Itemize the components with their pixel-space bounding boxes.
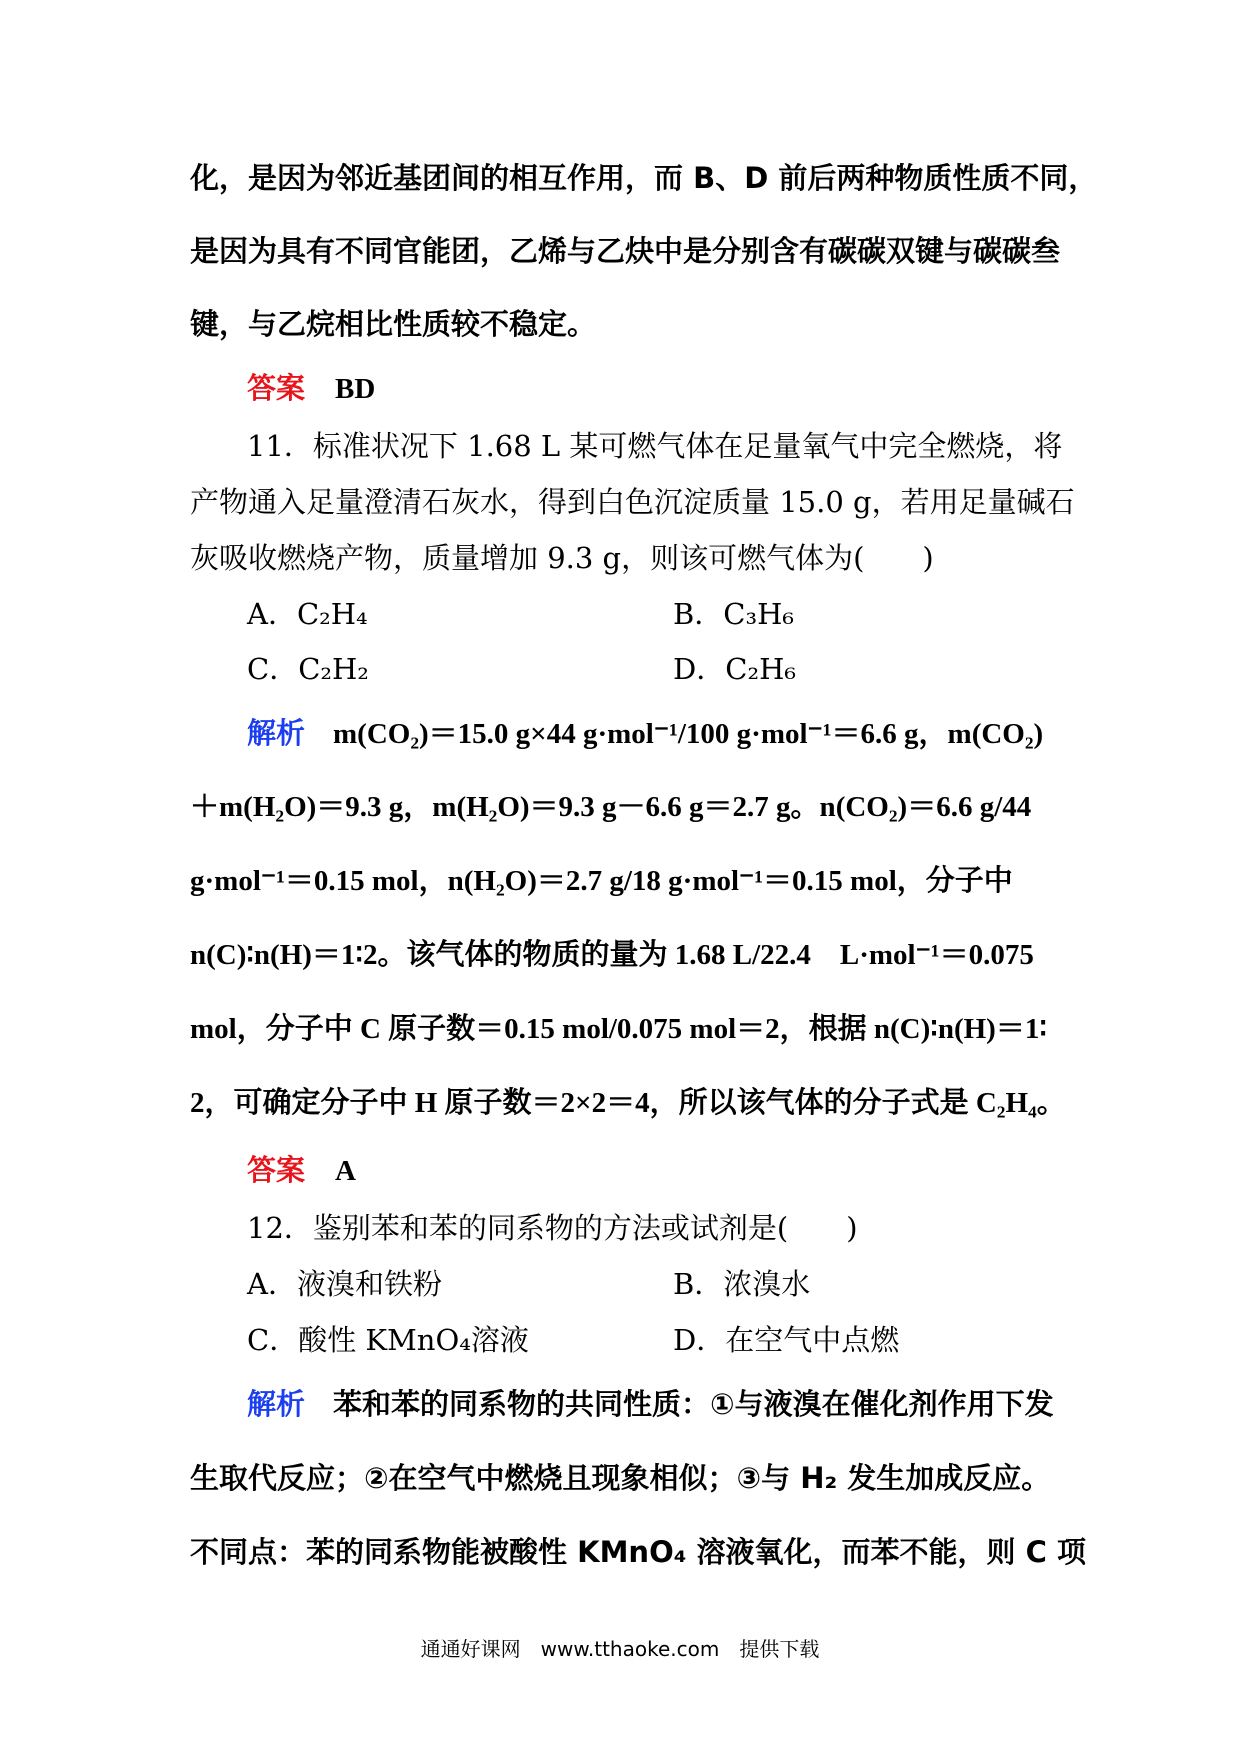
explanation-line: g·mol⁻¹＝0.15 mol，n(H₂O)＝2.7 g/18 g·mol⁻¹＝0.15 mol，分子中	[190, 865, 1013, 897]
option-b: B．浓溴水	[673, 1267, 811, 1301]
answer-label: 答案	[247, 1153, 306, 1187]
explanation-row	[247, 1384, 1054, 1424]
explanation-line: 化，是因为邻近基团间的相互作用，而 B、D 前后两种物质性质不同，	[190, 161, 1098, 195]
explanation-line: 2，可确定分子中 H 原子数＝2×2＝4，所以该气体的分子式是 C₂H₄。	[190, 1087, 1066, 1119]
answer-row	[247, 1150, 356, 1191]
option-b: B．C₃H₆	[673, 597, 795, 631]
answer-row	[247, 368, 375, 409]
option-a: A．C₂H₄	[247, 597, 368, 631]
question-stem: 灰吸收燃烧产物，质量增加 9.3 g，则该可燃气体为( )	[190, 541, 934, 575]
explanation-line: ＋m(H₂O)＝9.3 g，m(H₂O)＝9.3 g－6.6 g＝2.7 g。n(CO₂)＝6.6 g/44	[190, 791, 1032, 823]
answer-value: BD	[335, 373, 376, 405]
explanation-label: 解析	[247, 1387, 306, 1421]
option-a: A．液溴和铁粉	[247, 1267, 442, 1301]
option-d: D．C₂H₆	[673, 652, 796, 686]
explanation-line: n(C)∶n(H)＝1∶2。该气体的物质的量为 1.68 L/22.4 L·mol⁻¹＝0.075	[190, 939, 1034, 971]
option-c: C．C₂H₂	[247, 652, 369, 686]
explanation-row	[247, 713, 1043, 754]
answer-value: A	[335, 1155, 356, 1187]
explanation-line: m(CO₂)＝15.0 g×44 g·mol⁻¹/100 g·mol⁻¹＝6.6 g，m(CO₂)	[333, 718, 1044, 750]
explanation-line: 生取代反应；②在空气中燃烧且现象相似；③与 H₂ 发生加成反应。	[190, 1461, 1051, 1495]
question-stem: 11．标准状况下 1.68 L 某可燃气体在足量氧气中完全燃烧，将	[247, 429, 1063, 463]
answer-label: 答案	[247, 371, 306, 405]
explanation-line: mol，分子中 C 原子数＝0.15 mol/0.075 mol＝2，根据 n(C)∶n(H)＝1∶	[190, 1013, 1047, 1045]
question-stem: 12．鉴别苯和苯的同系物的方法或试剂是( )	[247, 1211, 858, 1245]
explanation-line: 键，与乙烷相比性质较不稳定。	[190, 307, 597, 341]
option-d: D．在空气中点燃	[673, 1323, 900, 1357]
explanation-label: 解析	[247, 716, 306, 750]
explanation-line: 苯和苯的同系物的共同性质：①与液溴在催化剂作用下发	[333, 1387, 1054, 1421]
explanation-line: 不同点：苯的同系物能被酸性 KMnO₄ 溶液氧化，而苯不能，则 C 项	[190, 1535, 1086, 1569]
option-c: C．酸性 KMnO₄溶液	[247, 1323, 529, 1357]
explanation-line: 是因为具有不同官能团，乙烯与乙炔中是分别含有碳碳双键与碳碳叁	[190, 234, 1061, 268]
question-stem: 产物通入足量澄清石灰水，得到白色沉淀质量 15.0 g，若用足量碱石	[190, 485, 1075, 519]
footer-watermark: 通通好课网 www.tthaoke.com 提供下载	[420, 1637, 820, 1661]
